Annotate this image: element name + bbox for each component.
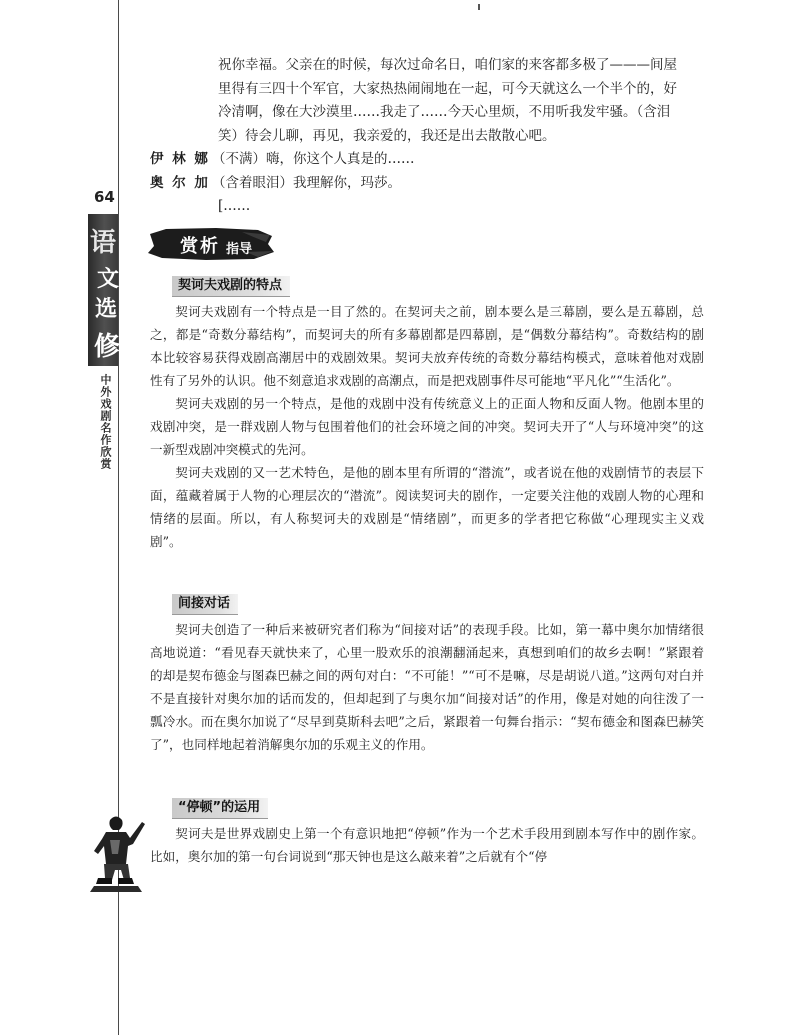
dialogue-line: 笑）待会儿聊，再见，我亲爱的，我还是出去散散心吧。 <box>218 127 556 144</box>
page-number: 64 <box>94 188 115 206</box>
speaker-name: 奥 尔 加 <box>150 174 210 191</box>
dialogue-line: 里得有三四十个军官，大家热热闹闹地在一起，可今天就这么一个半个的，好 <box>218 80 677 97</box>
paragraph: 契诃夫戏剧的又一艺术特色，是他的剧本里有所谓的“潜流”，或者说在他的戏剧情节的表层下面，蕴藏着属于人物的心理层次的“潜流”。阅读契诃夫的剧作，一定要关注他的戏剧人物的心理和情绪的层面。所以，有人称契诃夫的戏剧是“情绪剧”，而更多的学者把它称做“心理现实主义戏剧”。 <box>150 465 704 549</box>
dialogue-line: 冷清啊，像在大沙漠里……我走了……今天心里烦，不用听我发牢骚。（含泪 <box>218 104 671 120</box>
section-heading: 间接对话 <box>172 594 238 615</box>
section-body <box>150 618 704 756</box>
sidebar-subtitle: 中外戏剧名作欣赏 <box>99 374 112 470</box>
sidebar-title-char-4: 修 <box>94 332 121 362</box>
dialogue-line-olga <box>150 172 710 196</box>
sidebar-title-char-2: 文 <box>97 266 120 292</box>
fencer-figure-icon <box>84 812 148 894</box>
dialogue-ellipsis: […… <box>218 198 251 214</box>
sidebar-title-char-1: 语 <box>90 228 117 258</box>
paragraph: 契诃夫戏剧有一个特点是一目了然的。在契诃夫之前，剧本要么是三幕剧，要么是五幕剧，总之，都是“奇数分幕结构”，而契诃夫的所有多幕剧都是四幕剧，是“偶数分幕结构”。奇数结构的剧本比较容易获得戏剧高潮居中的戏剧效果。契诃夫放弃传统的奇数分幕结构模式，意味着他对戏剧性有了另外的认识。他不刻意追求戏剧的高潮点，而是把戏剧事件尽可能地“平凡化”“生活化”。 <box>150 304 704 388</box>
speech-text: （含着眼泪）我理解你，玛莎。 <box>212 174 401 191</box>
paragraph: 契诃夫戏剧的另一个特点，是他的戏剧中没有传统意义上的正面人物和反面人物。他剧本里的戏剧冲突，是一群戏剧人物与包围着他们的社会环境之间的冲突。契诃夫开了“人与环境冲突”的这一新型戏剧冲突模式的先河。 <box>150 396 704 457</box>
section-heading: 契诃夫戏剧的特点 <box>172 276 290 297</box>
dialogue-line: 祝你幸福。父亲在的时候，每次过命名日，咱们家的来客都多极了———间屋 <box>218 57 677 73</box>
scan-mark <box>478 4 480 10</box>
guide-subtitle: 指导 <box>226 242 253 257</box>
section-body <box>150 822 704 868</box>
guide-title: 赏析 <box>180 236 220 257</box>
dialogue-line-irina <box>150 148 710 172</box>
sidebar-title-char-3: 选 <box>95 296 118 322</box>
speaker-name: 伊 林 娜 <box>150 151 210 167</box>
section-body <box>150 300 704 553</box>
speech-text: （不满）嗨，你这个人真是的…… <box>212 151 415 167</box>
paragraph: 契诃夫创造了一种后来被研究者们称为“间接对话”的表现手段。比如，第一幕中奥尔加情绪很高地说道：“看见春天就快来了，心里一股欢乐的浪潮翻涌起来，真想到咱们的故乡去啊！”紧跟着的却是契布德金与图森巴赫之间的两句对白：“不可能！”“可不是嘛，尽是胡说八道。”这两句对白并不是直接针对奥尔加的话而发的，但却起到了与奥尔加“间接对话”的作用，像是对她的向往泼了一瓢冷水。而在奥尔加说了“尽早到莫斯科去吧”之后，紧跟着一句舞台指示：“契布德金和图森巴赫笑了”，也同样地起着消解奥尔加的乐观主义的作用。 <box>150 622 704 752</box>
dialogue-excerpt <box>150 54 710 219</box>
paragraph: 契诃夫是世界戏剧史上第一个有意识地把“停顿”作为一个艺术手段用到剧本写作中的剧作家。比如，奥尔加的第一句台词说到“那天钟也是这么敲来着”之后就有个“停 <box>150 826 704 864</box>
section-heading: “停顿”的运用 <box>172 798 268 819</box>
